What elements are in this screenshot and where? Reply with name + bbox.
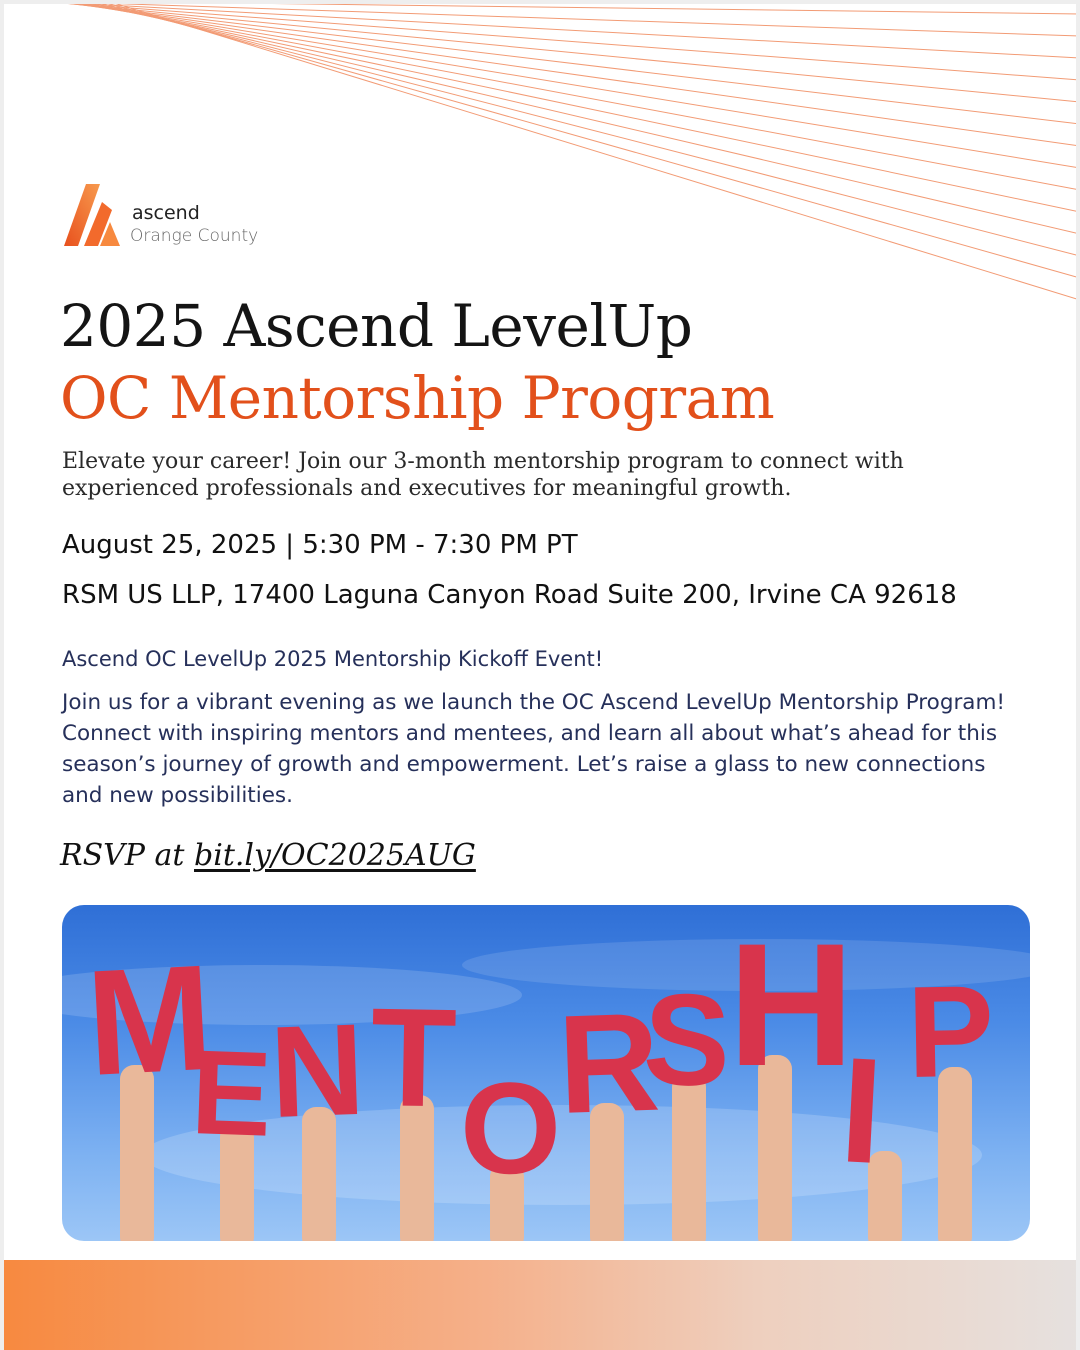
logo-region: Orange County xyxy=(130,226,259,246)
mentorship-letters-illustration xyxy=(62,905,1030,1241)
photo-letter: T xyxy=(369,978,458,1137)
event-datetime: August 25, 2025 | 5:30 PM - 7:30 PM PT xyxy=(62,530,578,560)
rsvp-prefix: RSVP at xyxy=(60,838,185,873)
ascend-logo xyxy=(62,182,302,252)
photo-letter: O xyxy=(460,1055,562,1201)
photo-letter: H xyxy=(728,908,855,1103)
logo-wordmark: ascend xyxy=(132,202,200,224)
headline-line-2: OC Mentorship Program xyxy=(60,364,775,432)
photo-letter: N xyxy=(267,995,367,1145)
decorative-line xyxy=(32,0,1080,102)
photo-letter: P xyxy=(905,957,996,1105)
decorative-line xyxy=(48,0,1080,146)
decorative-line xyxy=(64,0,1080,190)
kickoff-title: Ascend OC LevelUp 2025 Mentorship Kickoff Event! xyxy=(62,647,604,671)
photo-letter: I xyxy=(836,1025,887,1196)
rsvp-line xyxy=(60,838,476,873)
event-description: Join us for a vibrant evening as we launch the OC Ascend LevelUp Mentorship Program! Connect with inspiring mentors and mentees, and learn all about what’s ahead for this season’s journey of growth and empowerment. Let’s raise a glass to new connections and new possibilities. xyxy=(62,690,1006,808)
intro-text: Elevate your career! Join our 3-month mentorship program to connect with experienced professionals and executives for meaningful growth. xyxy=(62,449,904,501)
headline-line-1: 2025 Ascend LevelUp xyxy=(60,292,693,360)
decorative-lines xyxy=(0,0,1080,320)
event-location: RSM US LLP, 17400 Laguna Canyon Road Suite 200, Irvine CA 92618 xyxy=(62,580,957,610)
photo-letter: S xyxy=(641,965,733,1115)
photo-letter: R xyxy=(555,982,663,1143)
decorative-line xyxy=(0,0,1080,14)
rsvp-link[interactable]: bit.ly/OC2025AUG xyxy=(194,838,476,873)
decorative-line xyxy=(104,0,1080,300)
decorative-line xyxy=(16,0,1080,58)
mentorship-photo xyxy=(62,905,1030,1241)
ascend-logo-mark-icon xyxy=(62,182,126,248)
photo-letter: E xyxy=(189,1025,274,1162)
footer-gradient-bar xyxy=(0,1260,1080,1350)
photo-letter: M xyxy=(82,932,217,1107)
